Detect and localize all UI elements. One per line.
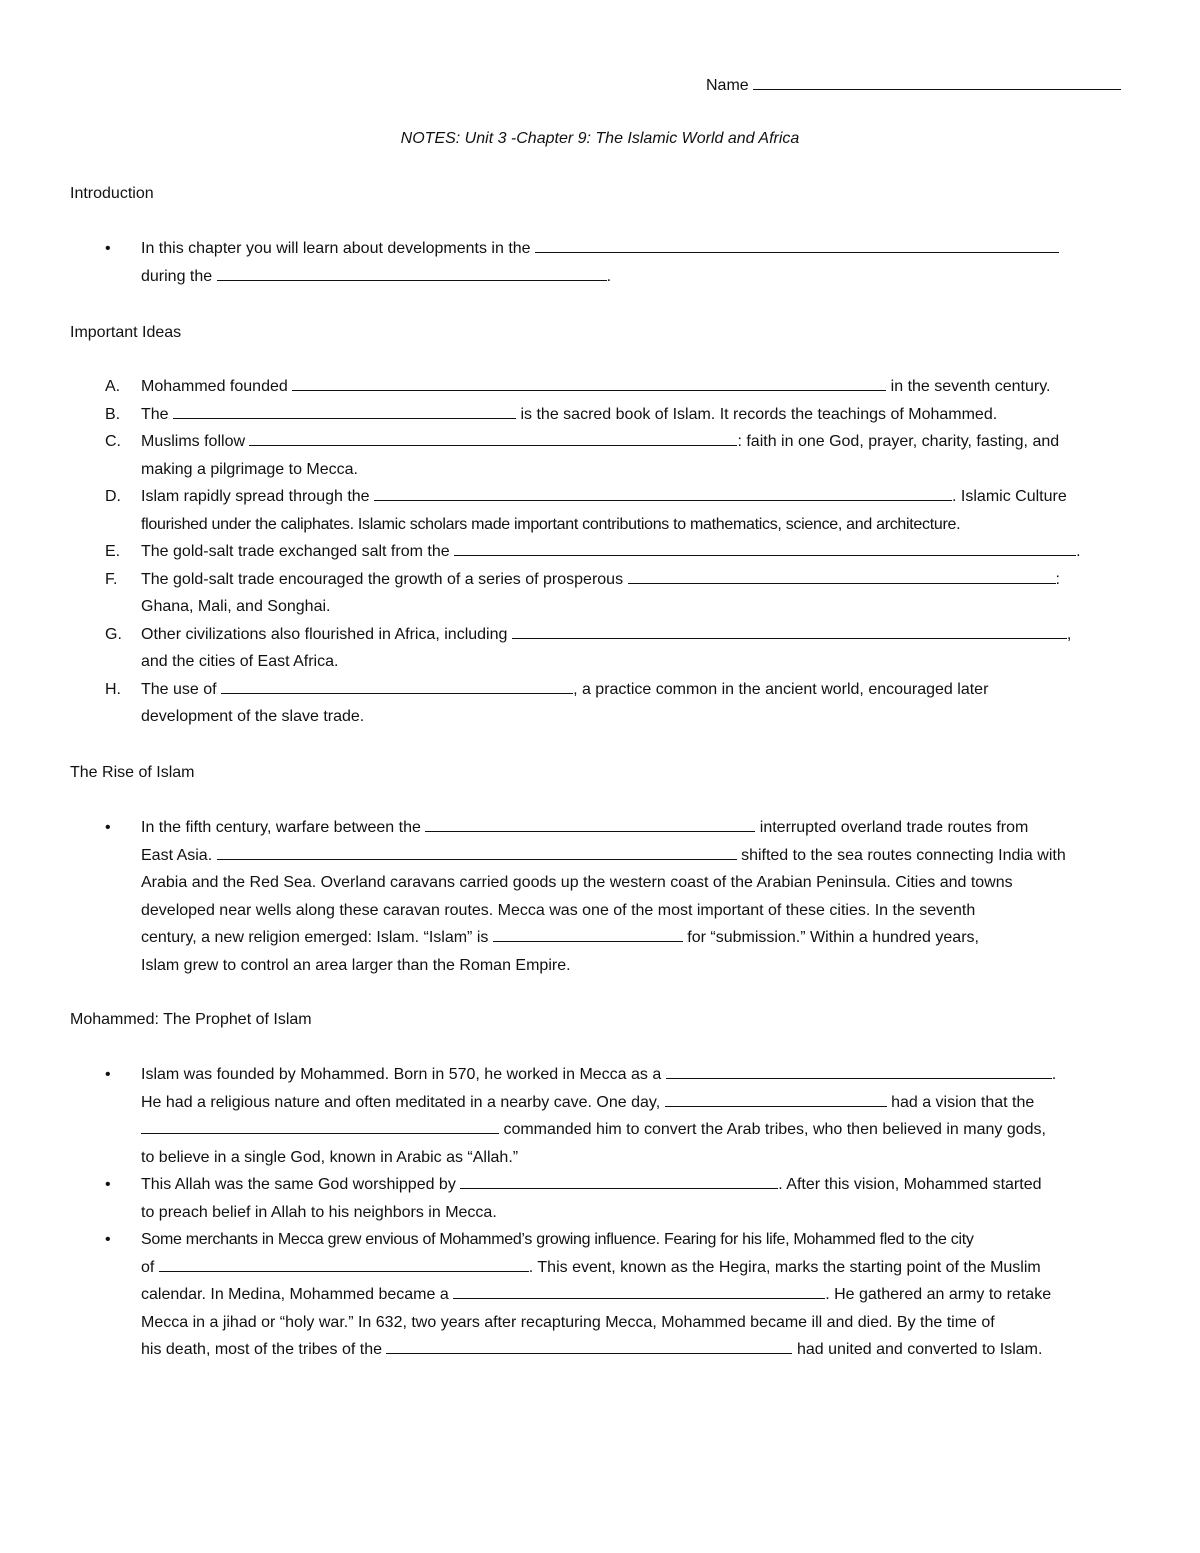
- section-heading-rise-of-islam: The Rise of Islam: [70, 764, 195, 781]
- list-item: F. The gold-salt trade encouraged the growth of a series of prosperous : Ghana, Mali, and Songhai.: [70, 566, 1130, 621]
- bullet-mark: •: [105, 240, 111, 257]
- fill-blank[interactable]: [460, 1171, 778, 1189]
- fill-blank[interactable]: [535, 235, 1059, 253]
- fill-blank[interactable]: [249, 428, 737, 446]
- section-heading-important-ideas: Important Ideas: [70, 324, 182, 341]
- fill-blank[interactable]: [425, 814, 755, 832]
- list-item: B. The is the sacred book of Islam. It records the teachings of Mohammed.: [70, 401, 1130, 429]
- bullet-mark: •: [105, 1066, 111, 1083]
- fill-blank[interactable]: [374, 483, 952, 501]
- section-heading-introduction: Introduction: [70, 185, 154, 202]
- ideas-list: [70, 373, 1130, 731]
- prophet-list: [70, 1061, 1130, 1364]
- name-field: [706, 70, 1121, 100]
- list-item: A. Mohammed founded in the seventh century.: [70, 373, 1130, 401]
- rise-list: [70, 814, 1130, 979]
- list-item: • This Allah was the same God worshipped by . After this vision, Mohammed started to preach belief in Allah to his neighbors in Mecca.: [70, 1171, 1130, 1226]
- fill-blank[interactable]: [454, 538, 1076, 556]
- list-item: H. The use of , a practice common in the ancient world, encouraged later development of the slave trade.: [70, 676, 1130, 731]
- name-label: Name: [706, 77, 749, 94]
- fill-blank[interactable]: [159, 1254, 529, 1272]
- fill-blank[interactable]: [217, 842, 737, 860]
- fill-blank[interactable]: [493, 924, 683, 942]
- list-item: • In this chapter you will learn about developments in the during the .: [70, 235, 1130, 290]
- fill-blank[interactable]: [292, 373, 886, 391]
- list-item: G. Other civilizations also flourished in Africa, including , and the cities of East Africa.: [70, 621, 1130, 676]
- fill-blank[interactable]: [217, 263, 607, 281]
- fill-blank[interactable]: [386, 1336, 792, 1354]
- name-blank[interactable]: [753, 70, 1121, 90]
- section-heading-prophet: Mohammed: The Prophet of Islam: [70, 1011, 312, 1028]
- page-title: NOTES: Unit 3 -Chapter 9: The Islamic World and Africa: [400, 130, 800, 147]
- bullet-mark: •: [105, 819, 111, 836]
- list-item: C. Muslims follow : faith in one God, prayer, charity, fasting, and making a pilgrimage to Mecca.: [70, 428, 1130, 483]
- list-item: • Some merchants in Mecca grew envious of Mohammed’s growing influence. Fearing for his life, Mohammed fled to the city of . This event, known as the Hegira, marks the starting point of the Muslim calendar. In Medina, Mohammed became a . He gathered an army to retake Mecca in a jihad or “holy war.” In 632, two years after recapturing Mecca, Mohammed became ill and died. By the time of his death, most of the tribes of the had united and converted to Islam.: [70, 1226, 1130, 1364]
- fill-blank[interactable]: [453, 1281, 825, 1299]
- fill-blank[interactable]: [665, 1089, 887, 1107]
- list-item: • Islam was founded by Mohammed. Born in 570, he worked in Mecca as a . He had a religious nature and often meditated in a nearby cave. One day, had a vision that the commanded him to convert the Arab tribes, who then believed in many gods, to believe in a single God, known in Arabic as “Allah.”: [70, 1061, 1130, 1171]
- fill-blank[interactable]: [221, 676, 573, 694]
- fill-blank[interactable]: [628, 566, 1056, 584]
- fill-blank[interactable]: [173, 401, 516, 419]
- list-item: • In the fifth century, warfare between the interrupted overland trade routes from East Asia. shifted to the sea routes connecting India with Arabia and the Red Sea. Overland caravans carried goods up the western coast of the Arabian Peninsula. Cities and towns developed near wells along these caravan routes. Mecca was one of the most important of these cities. In the seventh century, a new religion emerged: Islam. “Islam” is for “submission.” Within a hundred years, Islam grew to control an area larger than the Roman Empire.: [70, 814, 1130, 979]
- intro-list: [70, 235, 1130, 290]
- list-item: D. Islam rapidly spread through the . Islamic Culture flourished under the caliphates. Islamic scholars made important contributions to mathematics, science, and architecture.: [70, 483, 1130, 538]
- fill-blank[interactable]: [666, 1061, 1052, 1079]
- bullet-mark: •: [105, 1231, 111, 1248]
- list-item: E. The gold-salt trade exchanged salt from the .: [70, 538, 1130, 566]
- fill-blank[interactable]: [141, 1116, 499, 1134]
- fill-blank[interactable]: [512, 621, 1067, 639]
- bullet-mark: •: [105, 1176, 111, 1193]
